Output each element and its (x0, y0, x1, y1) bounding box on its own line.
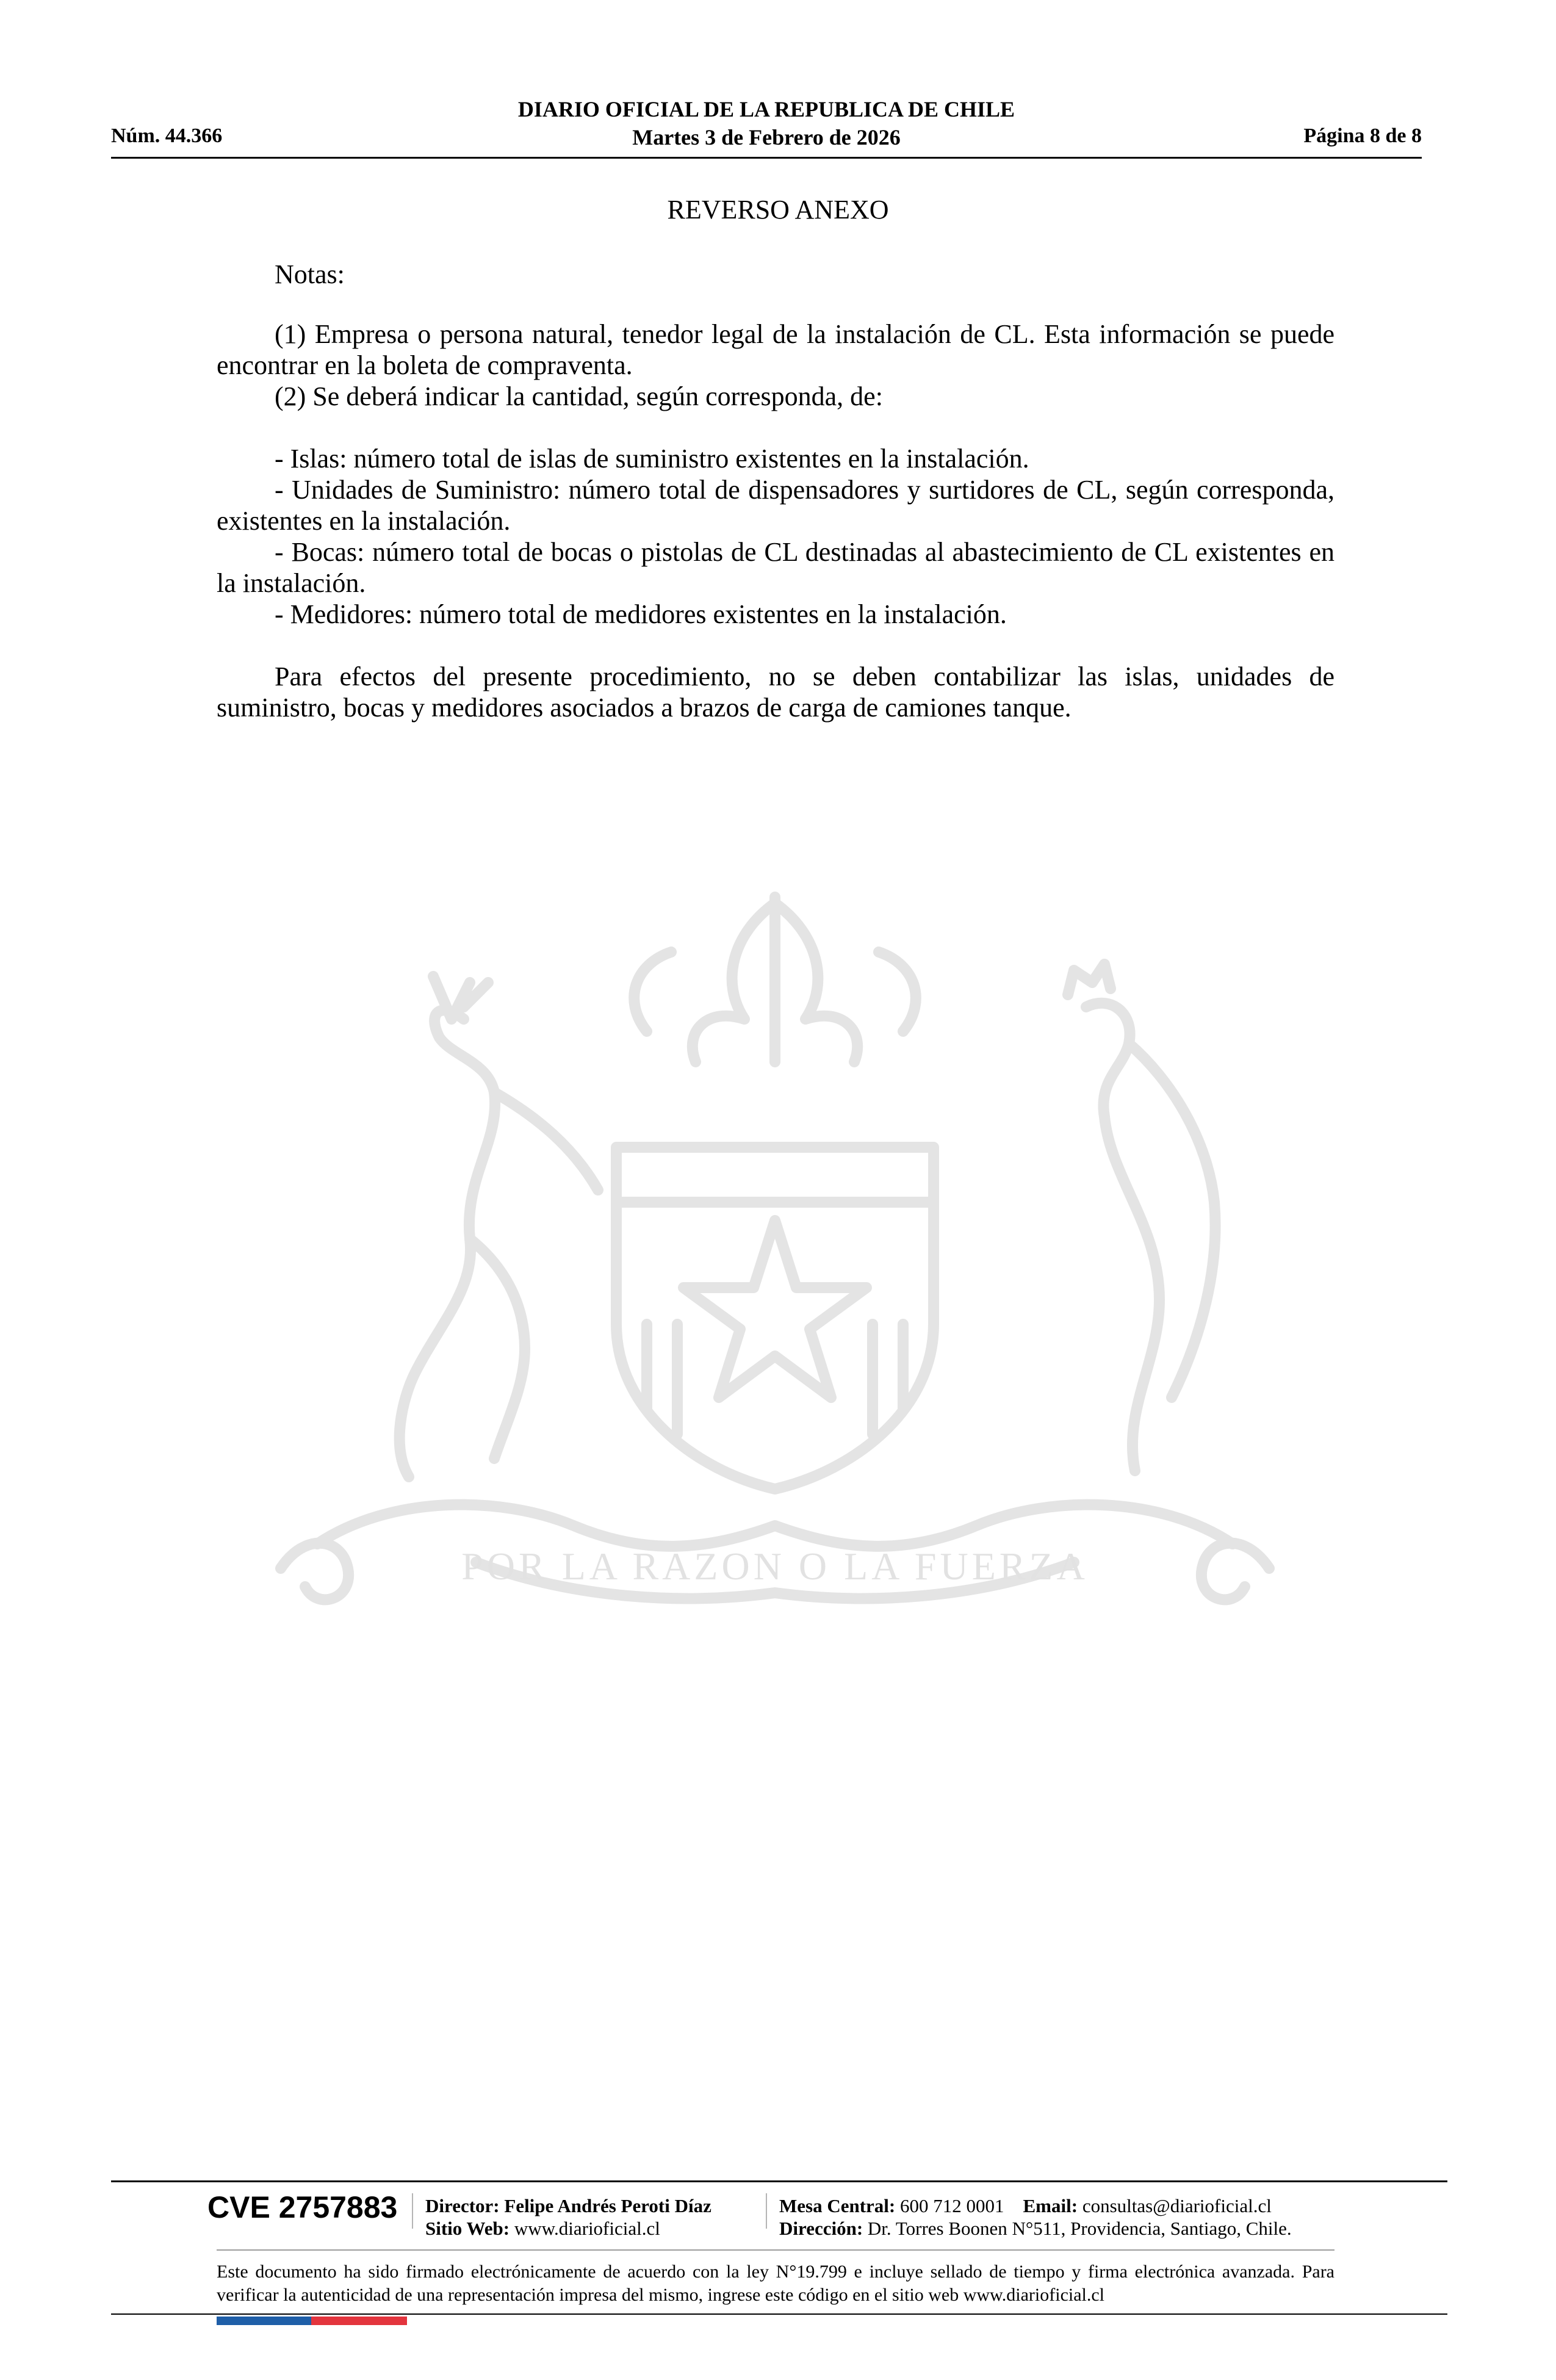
footer-separator (766, 2193, 767, 2229)
director-name: Felipe Andrés Peroti Díaz (504, 2195, 711, 2216)
header-divider (111, 157, 1422, 159)
legal-notice: Este documento ha sido firmado electrónicamente de acuerdo con la ley N°19.799 e incluye sellado de tiempo y firma electrónica avanzada. Para verificar la autenticidad de una representación impresa del mismo, ingrese este código en el sitio web www.diarioficial.cl (217, 2262, 1334, 2305)
website-link[interactable]: www.diarioficial.cl (514, 2218, 660, 2239)
paragraph-spacer (217, 412, 1334, 443)
flag-bar-blue (217, 2317, 311, 2325)
coat-of-arms-watermark (207, 860, 1342, 1666)
notes-block (217, 319, 1334, 723)
note-paragraph: - Medidores: número total de medidores existentes en la instalación. (275, 599, 1007, 629)
mesa-central-phone: 600 712 0001 (900, 2195, 1004, 2216)
footer-contact-right (779, 2194, 1292, 2240)
page-header (111, 92, 1422, 159)
address-value: Dr. Torres Boonen N°511, Providencia, Santiago, Chile. (867, 2218, 1292, 2239)
note-paragraph: - Islas: número total de islas de suministro existentes en la instalación. (275, 444, 1029, 474)
footer-separator (412, 2193, 413, 2229)
notes-label: Notas: (275, 259, 345, 289)
email-link[interactable]: consultas@diarioficial.cl (1082, 2195, 1272, 2216)
page-number: Página 8 de 8 (1303, 124, 1422, 147)
newspaper-title: DIARIO OFICIAL DE LA REPUBLICA DE CHILE (517, 97, 1015, 121)
footer-contact-left (425, 2194, 711, 2240)
notes-label-block (217, 259, 1334, 290)
footer-top-divider (111, 2180, 1447, 2182)
footer-bottom-divider (111, 2313, 1447, 2315)
note-paragraph: (1) Empresa o persona natural, tenedor legal de la instalación de CL. Esta información se puede encontrar en la boleta de compraventa. (217, 319, 1334, 380)
note-paragraph: - Unidades de Suministro: número total de dispensadores y surtidores de CL, según corresponda, existentes en la instalación. (217, 475, 1334, 536)
footer-middle-divider (217, 2249, 1334, 2251)
issue-number: Núm. 44.366 (111, 124, 223, 147)
cve-code: CVE 2757883 (207, 2190, 398, 2224)
director-label: Director: (425, 2195, 500, 2216)
paragraph-spacer (217, 630, 1334, 661)
website-label: Sitio Web: (425, 2218, 510, 2239)
issue-date: Martes 3 de Febrero de 2026 (632, 125, 901, 150)
note-paragraph: Para efectos del presente procedimiento, no se deben contabilizar las islas, unidades de suministro, bocas y medidores asociados a brazos de carga de camiones tanque. (217, 662, 1334, 723)
address-label: Dirección: (779, 2218, 863, 2239)
section-heading: REVERSO ANEXO (667, 195, 889, 225)
watermark-motto: POR LA RAZON O LA FUERZA (461, 1545, 1089, 1588)
note-paragraph: (2) Se deberá indicar la cantidad, según corresponda, de: (275, 381, 883, 411)
note-paragraph: - Bocas: número total de bocas o pistolas de CL destinadas al abastecimiento de CL existentes en la instalación. (217, 537, 1334, 598)
mesa-central-label: Mesa Central: (779, 2195, 896, 2216)
email-label: Email: (1023, 2195, 1078, 2216)
flag-bar-red (311, 2317, 407, 2325)
